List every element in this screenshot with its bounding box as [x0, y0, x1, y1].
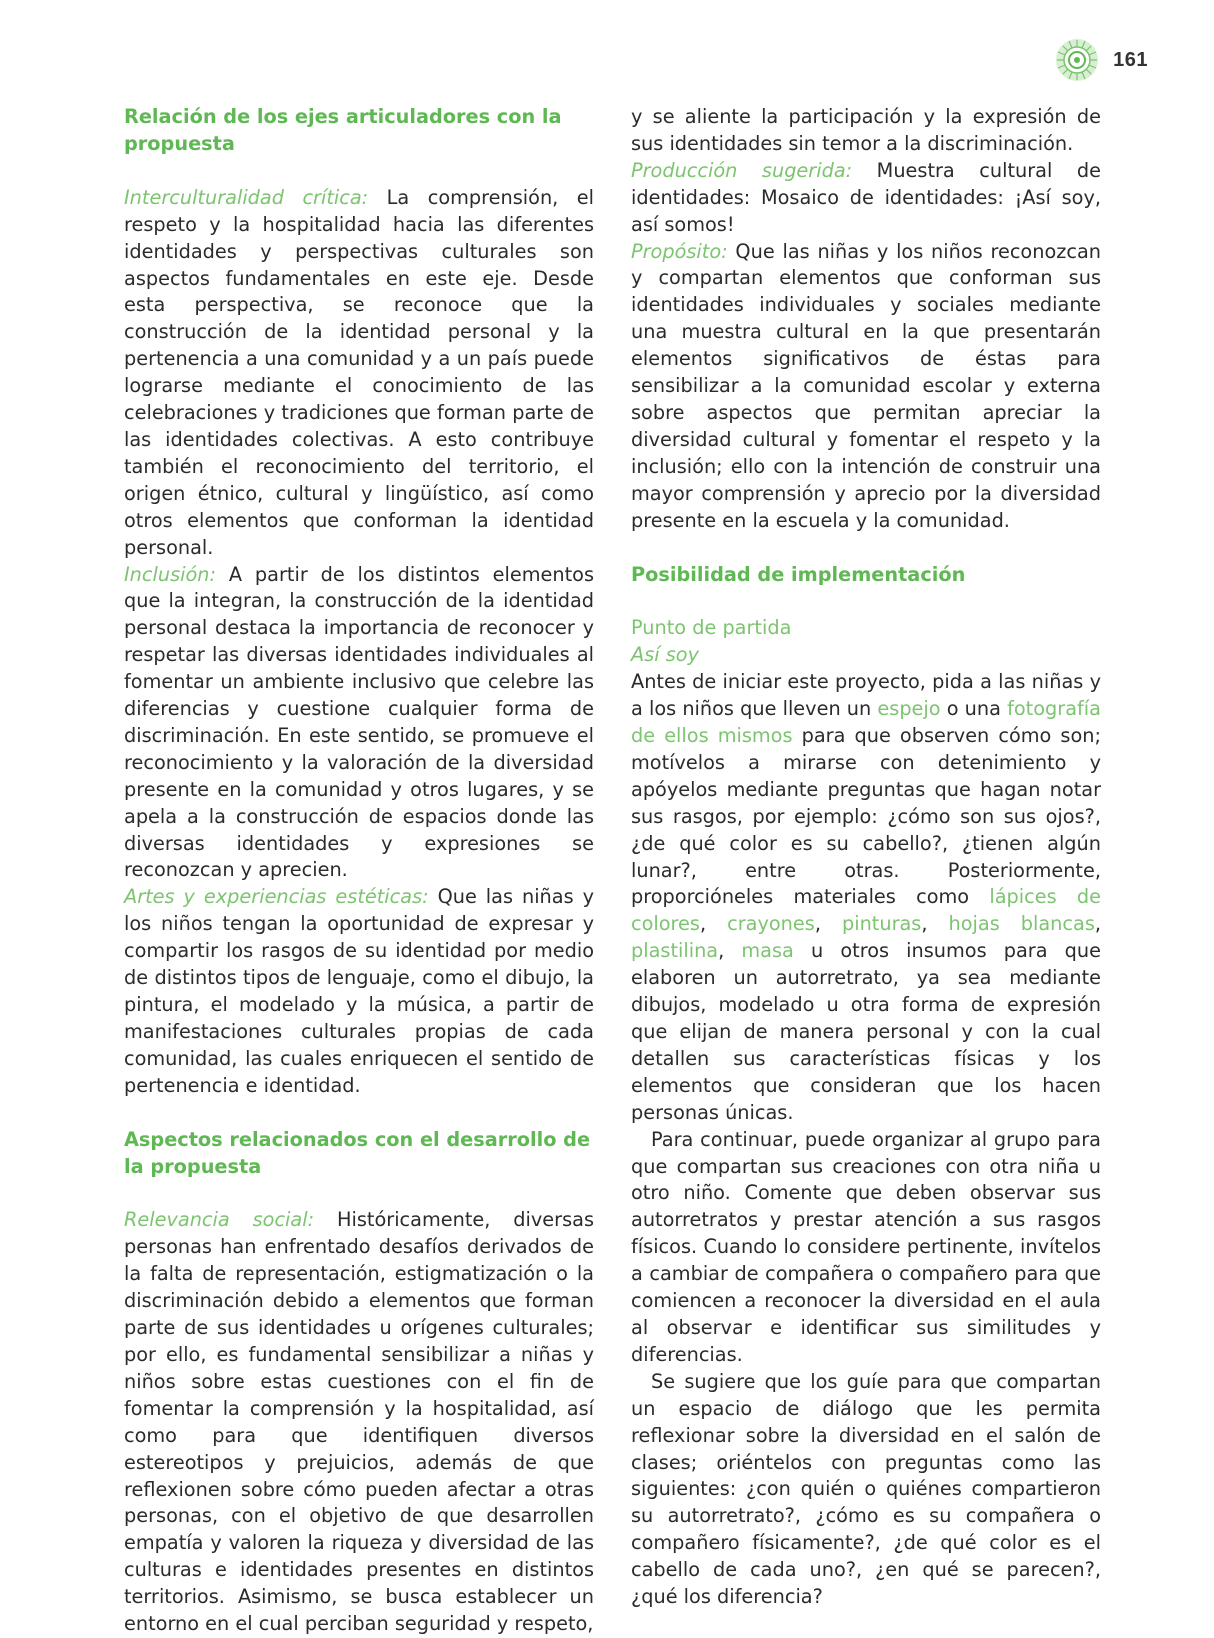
subheading-asi-soy: Así soy — [631, 643, 699, 667]
paragraph-proposito: Propósito: Que las niñas y los niños reconozcan y compartan elementos que conforman sus identidades individuales y sociales mediante una muestra cultural en la que presentarán elementos significativos de éstas para sensibilizar a la comunidad escolar y externa sobre aspectos que permitan apreciar la diversidad cultural y fomentar el respeto y la inclusión; ello con la intención de construir una mayor comprensión y aprecio por la diversidad presente en la escuela y la comunidad. — [631, 239, 1101, 532]
left-column — [124, 104, 594, 1638]
term-relevancia: Relevancia social: — [124, 1208, 315, 1232]
heading-ejes-articuladores: Relación de los ejes articuladores con la propuesta — [124, 105, 562, 155]
paragraph-interculturalidad: Interculturalidad crítica: La comprensión, el respeto y la hospitalidad hacia las diferentes identidades y perspectivas culturales son aspectos fundamentales en este eje. Desde esta perspectiva, se reconoce que la construcción de la identidad personal y la pertenencia a una comunidad y a un país puede lograrse mediante el conocimiento de las celebraciones y tradiciones que forman parte de las identidades colectivas. A esto contribuye también el reconocimiento del territorio, el origen étnico, cultural y lingüístico, así como otros elementos que conforman la identidad personal. — [124, 185, 595, 559]
subheading-punto-partida: Punto de partida — [631, 616, 792, 640]
paragraph-produccion: Producción sugerida: Muestra cultural de identidades: Mosaico de identidades: ¡Así soy, así somos! — [631, 158, 1101, 236]
paragraph-continuar: Para continuar, puede organizar al grupo para que compartan sus creaciones con otra niña u otro niño. Comente que deben observar sus autorretratos y prestar atención a sus rasgos físicos. Cuando lo considere pertinente, invítelos a cambiar de compañera o compañero para que comiencen a reconocer la diversidad en el aula al observar e identificar sus similitudes y diferencias. — [631, 1127, 1101, 1366]
term-proposito: Propósito: — [631, 239, 728, 263]
heading-implementacion: Posibilidad de implementación — [631, 562, 966, 586]
paragraph-dialogo: Se sugiere que los guíe para que compartan un espacio de diálogo que les permita reflexionar sobre la diversidad en el salón de clases; oriéntelos con preguntas como las siguientes: ¿con quién o quiénes compartieron su autorretrato?, ¿cómo es su compañera o compañero físicamente?, ¿de qué color es el cabello de cada uno?, ¿en qué se parecen?, ¿qué los diferencia? — [631, 1369, 1101, 1609]
paragraph-artes: Artes y experiencias estéticas: Que las niñas y los niños tengan la oportunidad de expresar y compartir los rasgos de su identidad por medio de distintos tipos de lenguaje, como el dibujo, la pintura, el modelado y la música, a partir de manifestaciones culturales propias de cada comunidad, las cuales enriquecen el sentido de pertenencia e identidad. — [124, 885, 595, 1097]
paragraph-inclusion: Inclusión: A partir de los distintos elementos que la integran, la construcción de la identidad personal destaca la importancia de reconocer y respetar las diversas identidades individuales al fomentar un ambiente inclusivo que celebre las diferencias y cuestione cualquier forma de discriminación. En este sentido, se promueve el reconocimiento y la valoración de la diversidad presente en la comunidad y otros lugares, y se apela a la construcción de espacios donde las diversas identidades y expresiones se reconozcan y aprecien. — [124, 562, 594, 882]
page-number: 161 — [1113, 48, 1148, 71]
term-inclusion: Inclusión: — [124, 562, 217, 586]
material-plastilina: plastilina — [631, 939, 719, 963]
paragraph-relevancia: Relevancia social: Históricamente, diversas personas han enfrentado desafíos derivados de la falta de representación, estigmatización o la discriminación debido a elementos que forman parte de sus identidades u orígenes culturales; por ello, es fundamental sensibilizar a niñas y niños sobre estas cuestiones con el fin de fomentar la comprensión y la hospitalidad, así como para que identifiquen diversos estereotipos y prejuicios, además de que reflexionen sobre cómo pueden afectar a otras personas, con el objetivo de que desarrollen empatía y valoren la riqueza y diversidad de las culturas e identidades presentes en distintos territorios. Asimismo, se busca establecer un entorno en el cual perciban seguridad y respeto, — [124, 1208, 595, 1636]
material-lapices: lápices de colores — [631, 885, 1101, 936]
material-espejo: espejo — [877, 697, 941, 721]
material-masa: masa — [741, 939, 794, 963]
term-produccion: Producción sugerida: — [631, 158, 853, 182]
paragraph-continuation: y se aliente la participación y la expresión de sus identidades sin temor a la discriminación. — [631, 105, 1101, 155]
heading-aspectos: Aspectos relacionados con el desarrollo de la propuesta — [124, 1127, 591, 1178]
page-folio — [1055, 38, 1148, 82]
material-fotografia: fotografía de ellos mismos — [631, 697, 1101, 748]
right-column — [631, 104, 1101, 1611]
green-rosette-emblem-icon — [1055, 38, 1099, 82]
term-interculturalidad: Interculturalidad crítica: — [124, 185, 369, 209]
term-artes: Artes y experiencias estéticas: — [124, 885, 429, 909]
material-crayones: crayones — [727, 912, 815, 936]
material-pinturas: pinturas — [841, 912, 922, 936]
paragraph-materiales: Antes de iniciar este proyecto, pida a las niñas y a los niños que lleven un espejo o una fotografía de ellos mismos para que observen cómo son; motívelos a mirarse con detenimiento y apóyelos mediante preguntas que hagan notar sus rasgos, por ejemplo: ¿cómo son sus ojos?, ¿de qué color es su cabello?, ¿tienen algún lunar?, entre otras. Posteriormente, proporcióneles materiales como lápices de colores, crayones, pinturas, hojas blancas, plastilina, masa u otros insumos para que elaboren un autorretrato, ya sea mediante dibujos, modelado u otra forma de expresión que elijan de manera personal y con la cual detallen sus características físicas y los elementos que consideran que los hacen personas únicas. — [631, 670, 1102, 1124]
material-hojas: hojas blancas — [948, 912, 1095, 936]
